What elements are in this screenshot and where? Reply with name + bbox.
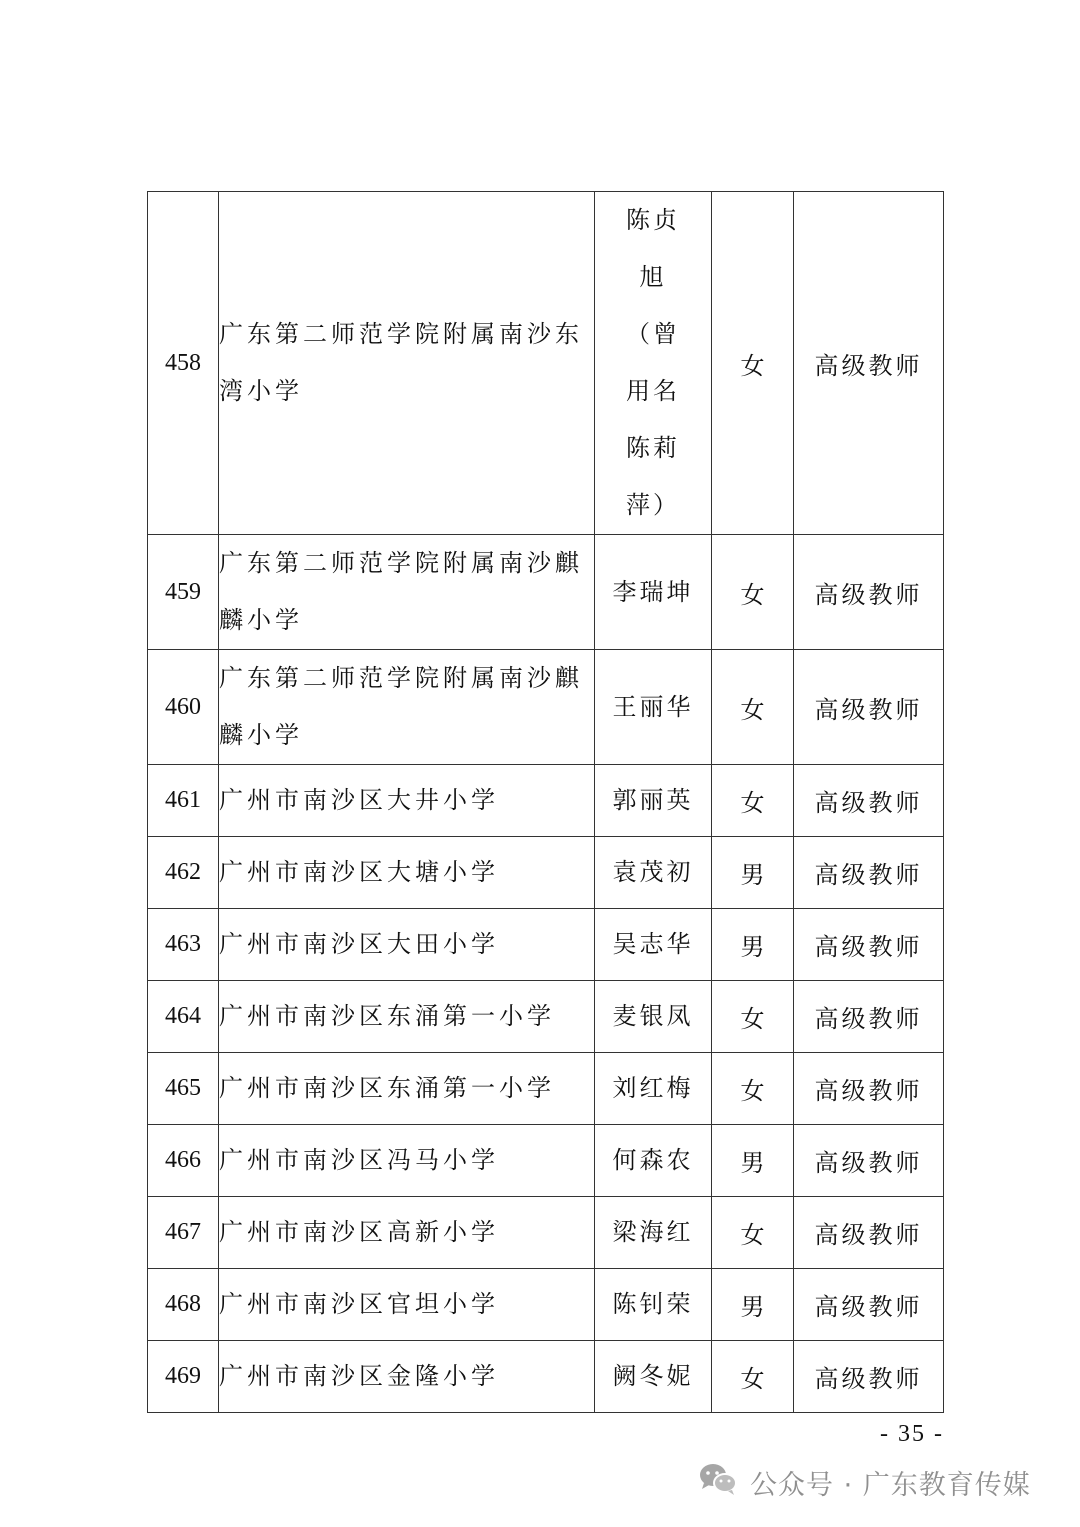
professional-title: 高级教师 bbox=[794, 909, 944, 981]
wechat-icon bbox=[698, 1462, 738, 1503]
teacher-roster-table bbox=[147, 191, 944, 1413]
professional-title: 高级教师 bbox=[794, 765, 944, 837]
teacher-name: 何森农 bbox=[595, 1125, 712, 1197]
table-row bbox=[148, 1341, 944, 1413]
school-name: 广州市南沙区东涌第一小学 bbox=[219, 1053, 595, 1125]
school-name: 广州市南沙区东涌第一小学 bbox=[219, 981, 595, 1053]
teacher-name: 陈贞旭（曾用名陈莉萍） bbox=[595, 192, 712, 535]
table-row bbox=[148, 535, 944, 650]
row-number: 466 bbox=[148, 1125, 219, 1197]
school-name: 广州市南沙区金隆小学 bbox=[219, 1341, 595, 1413]
professional-title: 高级教师 bbox=[794, 981, 944, 1053]
teacher-name: 麦银凤 bbox=[595, 981, 712, 1053]
row-number: 465 bbox=[148, 1053, 219, 1125]
table-row bbox=[148, 650, 944, 765]
professional-title: 高级教师 bbox=[794, 650, 944, 765]
school-name: 广东第二师范学院附属南沙麒麟小学 bbox=[219, 650, 595, 765]
professional-title: 高级教师 bbox=[794, 1341, 944, 1413]
professional-title: 高级教师 bbox=[794, 1053, 944, 1125]
teacher-name: 李瑞坤 bbox=[595, 535, 712, 650]
professional-title: 高级教师 bbox=[794, 1125, 944, 1197]
school-name: 广州市南沙区冯马小学 bbox=[219, 1125, 595, 1197]
teacher-name: 阙冬妮 bbox=[595, 1341, 712, 1413]
professional-title: 高级教师 bbox=[794, 192, 944, 535]
table-row bbox=[148, 1197, 944, 1269]
professional-title: 高级教师 bbox=[794, 1197, 944, 1269]
school-name: 广东第二师范学院附属南沙东湾小学 bbox=[219, 192, 595, 535]
gender: 女 bbox=[712, 1053, 794, 1125]
gender: 男 bbox=[712, 909, 794, 981]
gender: 男 bbox=[712, 1269, 794, 1341]
table-row bbox=[148, 765, 944, 837]
professional-title: 高级教师 bbox=[794, 535, 944, 650]
table-row bbox=[148, 981, 944, 1053]
row-number: 458 bbox=[148, 192, 219, 535]
gender: 男 bbox=[712, 1125, 794, 1197]
gender: 女 bbox=[712, 981, 794, 1053]
table-row bbox=[148, 1269, 944, 1341]
row-number: 469 bbox=[148, 1341, 219, 1413]
table-row bbox=[148, 1053, 944, 1125]
table-row bbox=[148, 909, 944, 981]
row-number: 464 bbox=[148, 981, 219, 1053]
professional-title: 高级教师 bbox=[794, 837, 944, 909]
gender: 男 bbox=[712, 837, 794, 909]
school-name: 广州市南沙区大塘小学 bbox=[219, 837, 595, 909]
teacher-name: 刘红梅 bbox=[595, 1053, 712, 1125]
teacher-name: 梁海红 bbox=[595, 1197, 712, 1269]
teacher-name: 陈钊荣 bbox=[595, 1269, 712, 1341]
gender: 女 bbox=[712, 650, 794, 765]
row-number: 459 bbox=[148, 535, 219, 650]
teacher-name: 吴志华 bbox=[595, 909, 712, 981]
gender: 女 bbox=[712, 1197, 794, 1269]
gender: 女 bbox=[712, 192, 794, 535]
table-row bbox=[148, 1125, 944, 1197]
professional-title: 高级教师 bbox=[794, 1269, 944, 1341]
table-row bbox=[148, 192, 944, 535]
teacher-name: 王丽华 bbox=[595, 650, 712, 765]
watermark-text: 公众号 · 广东教育传媒 bbox=[750, 1469, 1031, 1501]
school-name: 广州市南沙区大田小学 bbox=[219, 909, 595, 981]
gender: 女 bbox=[712, 535, 794, 650]
row-number: 461 bbox=[148, 765, 219, 837]
page-number: - 35 - bbox=[880, 1421, 944, 1447]
teacher-name: 袁茂初 bbox=[595, 837, 712, 909]
row-number: 463 bbox=[148, 909, 219, 981]
school-name: 广州市南沙区高新小学 bbox=[219, 1197, 595, 1269]
school-name: 广州市南沙区官坦小学 bbox=[219, 1269, 595, 1341]
school-name: 广州市南沙区大井小学 bbox=[219, 765, 595, 837]
table-row bbox=[148, 837, 944, 909]
watermark bbox=[698, 1460, 1031, 1504]
row-number: 460 bbox=[148, 650, 219, 765]
row-number: 467 bbox=[148, 1197, 219, 1269]
row-number: 462 bbox=[148, 837, 219, 909]
gender: 女 bbox=[712, 1341, 794, 1413]
school-name: 广东第二师范学院附属南沙麒麟小学 bbox=[219, 535, 595, 650]
row-number: 468 bbox=[148, 1269, 219, 1341]
teacher-name: 郭丽英 bbox=[595, 765, 712, 837]
gender: 女 bbox=[712, 765, 794, 837]
